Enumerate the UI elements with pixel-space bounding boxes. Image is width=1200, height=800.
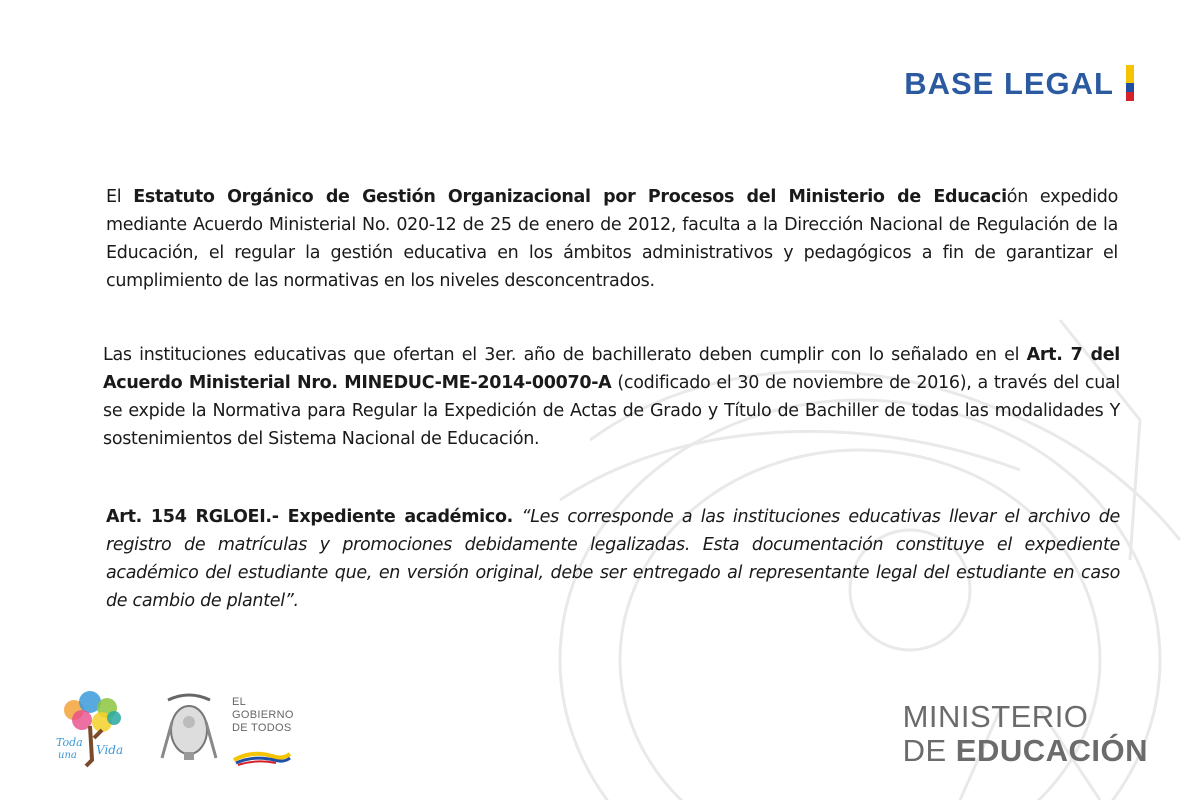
- svg-text:Vida: Vida: [96, 743, 124, 757]
- ecuador-flag-mark: [1126, 65, 1134, 101]
- toda-una-vida-logo: [52, 688, 132, 768]
- paragraph-acuerdo: Las instituciones educativas que ofertan el 3er. año de bachillerato deben cumplir con lo señalado en el Art. 7 del Acuerdo Ministerial Nro. MINEDUC-ME-2014-00070-A (codificado el 30 de noviembre de 2016), a través del cual se expide la Normativa para Regular la Expedición de Actas de Grado y Título de Bachiller de todas las modalidades Y sostenimientos del Sistema Nacional de Educación.: [103, 345, 1120, 449]
- gobierno-swoosh-icon: [232, 748, 292, 766]
- slide-title: BASE LEGAL: [904, 66, 1114, 101]
- paragraph-estatuto: El Estatuto Orgánico de Gestión Organizacional por Procesos del Ministerio de Educación expedido mediante Acuerdo Ministerial No. 020-12 de 25 de enero de 2012, faculta a la Dirección Nacional de Regulación de la Educación, el regular la gestión educativa en los ámbitos administrativos y pedagógicos a fin de garantizar el cumplimiento de las normativas en los niveles desconcentrados.: [106, 187, 1118, 291]
- svg-text:una: una: [58, 750, 77, 761]
- el-gobierno-de-todos-logo: EL GOBIERNO DE TODOS: [232, 696, 294, 734]
- ecuador-seal-logo: [158, 692, 220, 764]
- svg-text:Toda: Toda: [56, 736, 83, 749]
- paragraph-rgloei: Art. 154 RGLOEI.- Expediente académico. “Les corresponde a las instituciones educativas llevar el archivo de registro de matrículas y promociones debidamente legalizadas. Esta documentación constituye el expediente académico del estudiante que, en versión original, debe ser entregado al representante legal del estudiante en caso de cambio de plantel”.: [106, 507, 1120, 611]
- ministerio-de-educacion-logo: MINISTERIO DE EDUCACIÓN: [902, 699, 1148, 768]
